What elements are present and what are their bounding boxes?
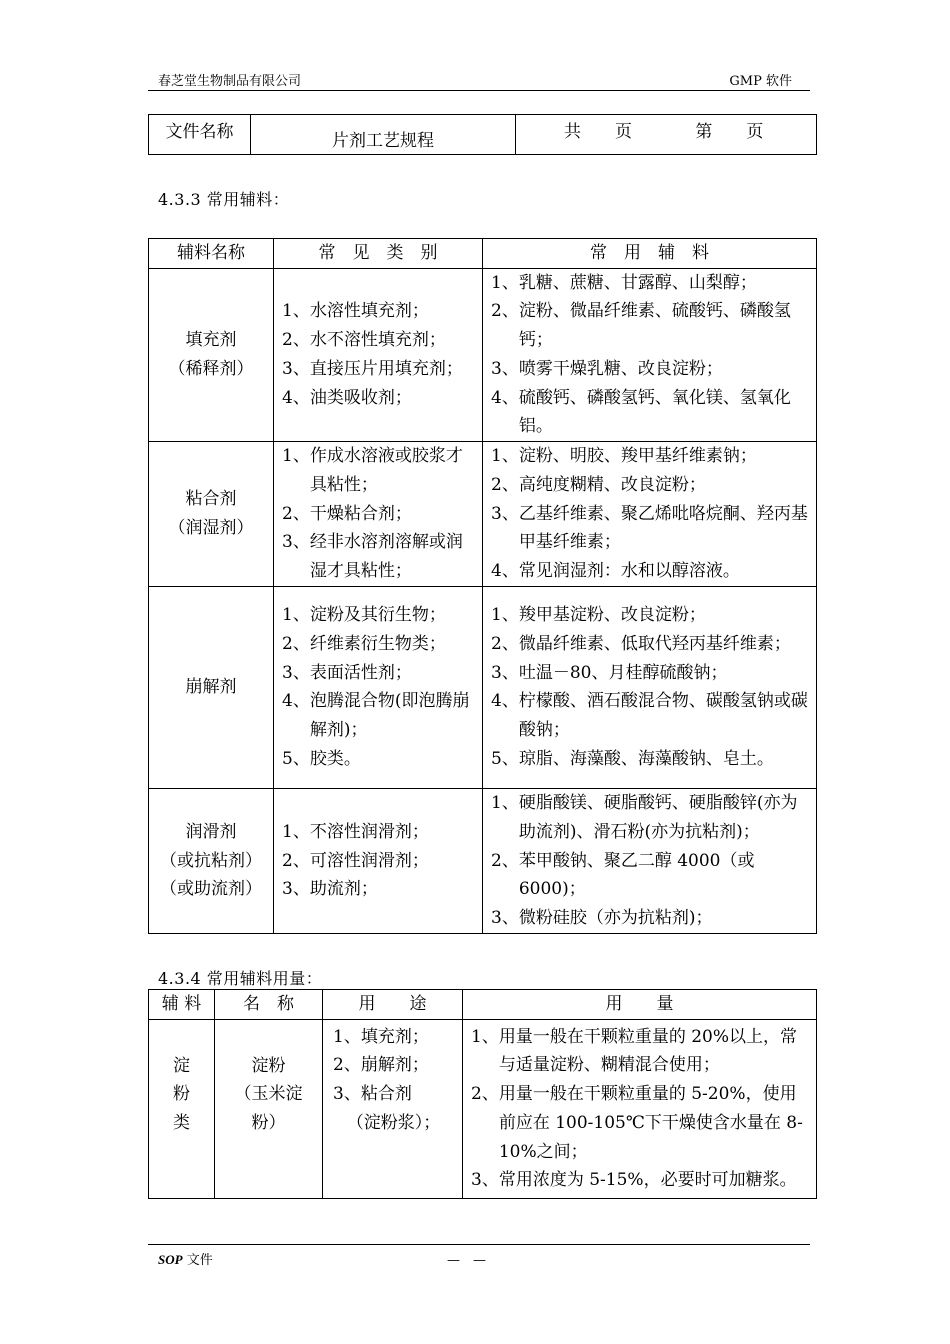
item-number: 2、 xyxy=(491,474,519,495)
common-excipient-item xyxy=(491,904,811,933)
item-text: 喷雾干燥乳糖、改良淀粉； xyxy=(518,358,723,379)
dosage-class-char: 粉 xyxy=(173,1084,190,1105)
item-text: 苯甲酸钠、聚乙二醇 4000（或 6000)； xyxy=(518,850,755,900)
dosage-use-line: （淀粉浆）； xyxy=(346,1112,441,1133)
category-item xyxy=(282,745,477,774)
item-number: 3、 xyxy=(471,1170,499,1191)
category-item xyxy=(282,875,477,904)
category-item xyxy=(282,818,477,847)
item-text: 琼脂、海藻酸、海藻酸钠、皂土。 xyxy=(518,748,774,769)
item-text: 微粉硅胶（亦为抗粘剂)； xyxy=(518,907,713,928)
item-number: 3、 xyxy=(282,662,310,683)
category-item xyxy=(282,355,477,384)
dosage-use-line: 2、崩解剂； xyxy=(333,1055,429,1076)
item-number: 3、 xyxy=(491,503,519,524)
item-number: 3、 xyxy=(491,662,519,683)
common-excipient-item xyxy=(491,500,811,557)
dosage-amount-item xyxy=(471,1166,810,1195)
item-number: 4、 xyxy=(491,560,519,581)
doc-info-table xyxy=(148,114,817,155)
dosage-name-cell xyxy=(215,1019,323,1198)
item-text: 硫酸钙、磷酸氢钙、氧化镁、氢氧化铝。 xyxy=(518,387,791,437)
header-divider xyxy=(148,90,810,91)
item-number: 1、 xyxy=(471,1026,499,1047)
item-number: 1、 xyxy=(491,272,519,293)
item-number: 3、 xyxy=(282,879,310,900)
category-item xyxy=(282,601,477,630)
footer-sop-text: 文件 xyxy=(182,1253,213,1268)
dosage-table xyxy=(148,989,817,1199)
category-item xyxy=(282,847,477,876)
item-number: 2、 xyxy=(282,503,310,524)
dosage-name-line: 粉） xyxy=(251,1113,286,1134)
category-item xyxy=(282,384,477,413)
category-cell xyxy=(274,441,483,586)
common-excipient-item xyxy=(491,471,811,500)
item-text: 羧甲基淀粉、改良淀粉； xyxy=(518,605,706,626)
item-number: 4、 xyxy=(282,691,310,712)
item-text: 柠檬酸、酒石酸混合物、碳酸氢钠或碳酸钠； xyxy=(518,691,808,741)
excipient-name-cell xyxy=(149,586,274,788)
dosage-use-line: 1、填充剂； xyxy=(333,1026,429,1047)
excipient-row xyxy=(149,268,817,441)
item-text: 表面活性剂； xyxy=(309,662,412,683)
dosage-header-use: 用 途 xyxy=(323,990,463,1020)
category-item xyxy=(282,659,477,688)
item-number: 5、 xyxy=(282,748,310,769)
header-common-excipients: 常 用 辅 料 xyxy=(483,239,817,269)
excipient-row xyxy=(149,441,817,586)
item-number: 2、 xyxy=(491,634,519,655)
item-number: 2、 xyxy=(491,301,519,322)
item-number: 1、 xyxy=(491,793,519,814)
category-item xyxy=(282,442,477,499)
category-item xyxy=(282,687,477,744)
item-text: 淀粉、明胶、羧甲基纤维素钠； xyxy=(518,446,757,467)
dosage-header-class: 辅 料 xyxy=(149,990,215,1020)
excipient-name-line: 填充剂 xyxy=(185,330,237,351)
dosage-name-line: （玉米淀 xyxy=(234,1084,303,1105)
section-title-dosage: 4.3.4 常用辅料用量： xyxy=(158,969,323,988)
page-current-label: 第 页 xyxy=(695,122,764,142)
common-excipient-item xyxy=(491,269,811,298)
item-number: 2、 xyxy=(282,850,310,871)
excipient-name-cell xyxy=(149,441,274,586)
section-title-excipients: 4.3.3 常用辅料： xyxy=(158,190,290,209)
common-excipient-item xyxy=(491,687,811,744)
dosage-name-line: 淀粉 xyxy=(251,1055,286,1076)
item-text: 不溶性润滑剂； xyxy=(309,821,429,842)
item-number: 2、 xyxy=(282,330,310,351)
category-cell xyxy=(274,788,483,933)
item-number: 4、 xyxy=(491,387,519,408)
excipients-table xyxy=(148,238,817,934)
item-text: 常见润湿剂：水和以醇溶液。 xyxy=(518,560,740,581)
item-number: 4、 xyxy=(491,691,519,712)
dosage-class-char: 淀 xyxy=(173,1055,190,1076)
item-text: 淀粉及其衍生物； xyxy=(309,605,446,626)
dosage-use-line: 3、粘合剂 xyxy=(333,1084,412,1105)
category-item xyxy=(282,500,477,529)
item-text: 微晶纤维素、低取代羟丙基纤维素； xyxy=(518,634,791,655)
doc-page-info xyxy=(516,115,817,155)
excipient-name-line: （或助流剂） xyxy=(160,879,262,900)
item-text: 高纯度糊精、改良淀粉； xyxy=(518,474,706,495)
item-text: 常用浓度为 5-15%，必要时可加糖浆。 xyxy=(498,1170,797,1191)
item-text: 直接压片用填充剂； xyxy=(309,358,463,379)
excipient-name-line: （或抗粘剂） xyxy=(160,850,262,871)
category-cell xyxy=(274,268,483,441)
common-excipient-item xyxy=(491,297,811,354)
common-excipient-item xyxy=(491,847,811,904)
item-number: 5、 xyxy=(491,748,519,769)
item-number: 1、 xyxy=(282,446,310,467)
item-number: 3、 xyxy=(282,358,310,379)
common-excipient-cell xyxy=(483,441,817,586)
common-excipient-item xyxy=(491,630,811,659)
doc-name-value: 片剂工艺规程 xyxy=(251,115,516,155)
item-text: 淀粉、微晶纤维素、硫酸钙、磷酸氢钙； xyxy=(518,301,791,351)
excipient-name-line: （润湿剂） xyxy=(168,517,254,538)
item-number: 1、 xyxy=(282,821,310,842)
doc-name-label: 文件名称 xyxy=(149,115,251,155)
item-number: 1、 xyxy=(491,605,519,626)
item-text: 作成水溶液或胶浆才具粘性； xyxy=(309,446,463,495)
item-number: 2、 xyxy=(282,634,310,655)
header-excipient-name: 辅料名称 xyxy=(149,239,274,269)
item-text: 硬脂酸镁、硬脂酸钙、硬脂酸锌(亦为助流剂)、滑石粉(亦为抗粘剂)； xyxy=(518,793,798,842)
common-excipient-cell xyxy=(483,788,817,933)
item-text: 油类吸收剂； xyxy=(309,387,412,408)
dosage-amount-cell xyxy=(463,1019,817,1198)
item-number: 1、 xyxy=(282,605,310,626)
common-excipient-cell xyxy=(483,586,817,788)
excipient-name-line: 润滑剂 xyxy=(185,821,237,842)
excipient-name-cell xyxy=(149,268,274,441)
item-number: 2、 xyxy=(491,850,519,871)
common-excipient-cell xyxy=(483,268,817,441)
item-text: 水不溶性填充剂； xyxy=(309,330,446,351)
category-item xyxy=(282,297,477,326)
footer-sop-label xyxy=(158,1249,213,1268)
item-text: 乳糖、蔗糖、甘露醇、山梨醇； xyxy=(518,272,757,293)
item-number: 3、 xyxy=(491,358,519,379)
common-excipient-item xyxy=(491,557,811,586)
item-text: 水溶性填充剂； xyxy=(309,301,429,322)
category-item xyxy=(282,528,477,585)
footer-page-marker: — — xyxy=(447,1253,487,1268)
dosage-amount-item xyxy=(471,1080,810,1166)
dosage-amount-item xyxy=(471,1023,810,1080)
common-excipient-item xyxy=(491,659,811,688)
category-item xyxy=(282,326,477,355)
item-text: 助流剂； xyxy=(309,879,378,900)
item-number: 2、 xyxy=(471,1084,499,1105)
excipient-name-line: 粘合剂 xyxy=(185,489,237,510)
common-excipient-item xyxy=(491,355,811,384)
software-label: GMP 软件 xyxy=(729,74,792,89)
common-excipient-item xyxy=(491,601,811,630)
footer-divider xyxy=(148,1244,810,1245)
excipient-name-line: 崩解剂 xyxy=(185,677,237,698)
common-excipient-item xyxy=(491,442,811,471)
dosage-header-amount: 用 量 xyxy=(463,990,817,1020)
company-name: 春芝堂生物制品有限公司 xyxy=(158,74,302,89)
excipient-name-line: （稀释剂） xyxy=(168,358,254,379)
item-number: 1、 xyxy=(491,446,519,467)
item-text: 纤维素衍生物类； xyxy=(309,634,446,655)
item-text: 泡腾混合物(即泡腾崩解剂)； xyxy=(309,691,470,741)
item-text: 吐温－80、月桂醇硫酸钠； xyxy=(518,662,728,683)
common-excipient-item xyxy=(491,789,811,846)
item-text: 胶类。 xyxy=(309,748,361,769)
common-excipient-item xyxy=(491,384,811,441)
excipient-name-cell xyxy=(149,788,274,933)
item-number: 3、 xyxy=(282,532,310,553)
dosage-header-name: 名 称 xyxy=(215,990,323,1020)
category-cell xyxy=(274,586,483,788)
excipient-row xyxy=(149,788,817,933)
dosage-class-cell xyxy=(149,1019,215,1198)
common-excipient-item xyxy=(491,745,811,774)
dosage-class-char: 类 xyxy=(173,1113,190,1134)
item-number: 4、 xyxy=(282,387,310,408)
category-item xyxy=(282,630,477,659)
item-text: 用量一般在干颗粒重量的 5-20%，使用前应在 100-105℃下干燥使含水量在 8-10%之间； xyxy=(498,1084,803,1162)
dosage-use-cell xyxy=(323,1019,463,1198)
item-number: 3、 xyxy=(491,907,519,928)
item-text: 可溶性润滑剂； xyxy=(309,850,429,871)
item-text: 干燥粘合剂； xyxy=(309,503,412,524)
pages-total-label: 共 页 xyxy=(564,122,632,142)
footer-sop-italic: SOP xyxy=(158,1252,183,1267)
header-category: 常 见 类 别 xyxy=(274,239,483,269)
item-text: 用量一般在干颗粒重量的 20%以上，常与适量淀粉、糊精混合使用； xyxy=(498,1026,798,1076)
item-number: 1、 xyxy=(282,301,310,322)
excipient-row xyxy=(149,586,817,788)
item-text: 乙基纤维素、聚乙烯吡咯烷酮、羟丙基甲基纤维素； xyxy=(518,503,808,553)
item-text: 经非水溶剂溶解或润湿才具粘性； xyxy=(309,532,463,581)
